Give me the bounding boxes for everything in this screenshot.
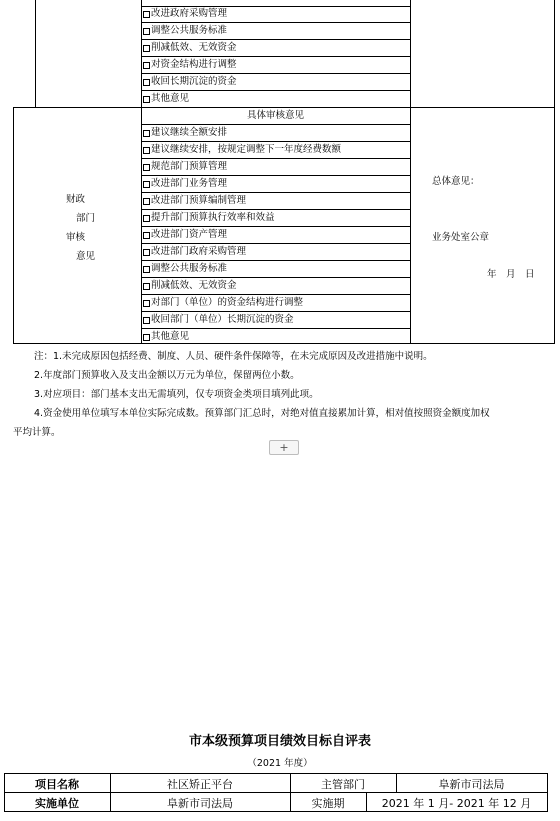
- checkbox-icon[interactable]: [143, 164, 150, 171]
- overall-opinion-label: 总体意见：: [432, 176, 480, 187]
- table-border: [35, 0, 36, 107]
- checkbox-option[interactable]: 改进政府采购管理: [143, 6, 227, 22]
- finance-label-line: 审核: [66, 232, 86, 243]
- note-line: 平均计算。: [13, 427, 61, 438]
- checkbox-option[interactable]: 建议继续安排，按规定调整下一年度经费数额: [143, 142, 341, 158]
- note-line: 4.资金使用单位填写本单位实际完成数。预算部门汇总时，对绝对值直接累加计算，相对值按照资金额度加权: [34, 408, 490, 419]
- checkbox-icon[interactable]: [143, 62, 150, 69]
- add-row-button[interactable]: [269, 440, 299, 455]
- detail-header: 具体审核意见: [246, 110, 304, 121]
- table-year: （2021 年度）: [247, 758, 313, 769]
- checkbox-icon[interactable]: [143, 28, 150, 35]
- checkbox-icon[interactable]: [143, 96, 150, 103]
- checkbox-icon[interactable]: [143, 11, 150, 18]
- checkbox-icon[interactable]: [143, 215, 150, 222]
- checkbox-option[interactable]: 规范部门预算管理: [143, 159, 227, 175]
- checkbox-option[interactable]: 改进部门政府采购管理: [143, 244, 246, 260]
- table-title: 市本级预算项目绩效目标自评表: [188, 734, 371, 749]
- checkbox-icon[interactable]: [143, 300, 150, 307]
- table-border: [13, 107, 14, 344]
- checkbox-icon[interactable]: [143, 181, 150, 188]
- finance-label-line: 部门: [76, 213, 96, 224]
- cell-label-project-name: 项目名称: [35, 778, 79, 791]
- table-border: [4, 792, 548, 793]
- table-border: [410, 0, 411, 343]
- checkbox-icon[interactable]: [143, 266, 150, 273]
- table-border: [4, 773, 548, 774]
- checkbox-option[interactable]: 收回部门（单位）长期沉淀的资金: [143, 312, 294, 328]
- checkbox-icon[interactable]: [143, 334, 150, 341]
- checkbox-icon[interactable]: [143, 45, 150, 52]
- table-border: [554, 107, 555, 344]
- checkbox-option[interactable]: 削减低效、无效资金: [143, 278, 237, 294]
- note-line: 2.年度部门预算收入及支出金额以万元为单位，保留两位小数。: [34, 370, 300, 381]
- checkbox-option[interactable]: 对部门（单位）的资金结构进行调整: [143, 295, 303, 311]
- checkbox-option[interactable]: 收回长期沉淀的资金: [143, 74, 237, 90]
- checkbox-option[interactable]: 削减低效、无效资金: [143, 40, 237, 56]
- checkbox-option[interactable]: 调整公共服务标准: [143, 261, 227, 277]
- table-border: [547, 773, 548, 812]
- cell-label-supervisor: 主管部门: [321, 778, 365, 791]
- plus-icon: +: [279, 441, 289, 454]
- checkbox-option[interactable]: 对资金结构进行调整: [143, 57, 237, 73]
- checkbox-icon[interactable]: [143, 317, 150, 324]
- checkbox-icon[interactable]: [143, 79, 150, 86]
- date-label: 年 月 日: [487, 269, 535, 280]
- cell-project-name: 社区矫正平台: [167, 778, 233, 791]
- note-line: 3.对应项目：部门基本支出无需填列，仅专项资金类项目填列此项。: [34, 389, 319, 400]
- checkbox-icon[interactable]: [143, 198, 150, 205]
- finance-label-line: 意见: [76, 251, 96, 262]
- table-border: [4, 811, 548, 812]
- stamp-label: 业务处室公章: [432, 232, 490, 243]
- checkbox-option[interactable]: 其他意见: [143, 329, 189, 345]
- checkbox-option[interactable]: 提升部门预算执行效率和效益: [143, 210, 275, 226]
- cell-label-implementer: 实施单位: [35, 797, 79, 810]
- checkbox-icon[interactable]: [143, 232, 150, 239]
- checkbox-icon[interactable]: [143, 130, 150, 137]
- checkbox-icon[interactable]: [143, 249, 150, 256]
- checkbox-option[interactable]: 其他意见: [143, 91, 189, 107]
- checkbox-icon[interactable]: [143, 283, 150, 290]
- table-border: [554, 0, 555, 107]
- finance-label-line: 财政: [66, 194, 86, 205]
- note-line: 注：1.未完成原因包括经费、制度、人员、硬件条件保障等，在未完成原因及改进措施中说明。: [34, 351, 433, 362]
- checkbox-icon[interactable]: [143, 147, 150, 154]
- cell-period: 2021 年 1 月- 2021 年 12 月: [381, 797, 532, 810]
- checkbox-option[interactable]: 改进部门业务管理: [143, 176, 227, 192]
- cell-implementer: 阜新市司法局: [167, 797, 233, 810]
- cell-label-period: 实施期: [311, 797, 345, 810]
- checkbox-option[interactable]: 建议继续全额安排: [143, 125, 227, 141]
- section-border: [13, 343, 555, 344]
- table-border: [141, 0, 142, 343]
- checkbox-option[interactable]: 调整公共服务标准: [143, 23, 227, 39]
- checkbox-option[interactable]: 改进部门资产管理: [143, 227, 227, 243]
- checkbox-option[interactable]: 改进部门预算编制管理: [143, 193, 246, 209]
- cell-supervisor: 阜新市司法局: [438, 778, 505, 791]
